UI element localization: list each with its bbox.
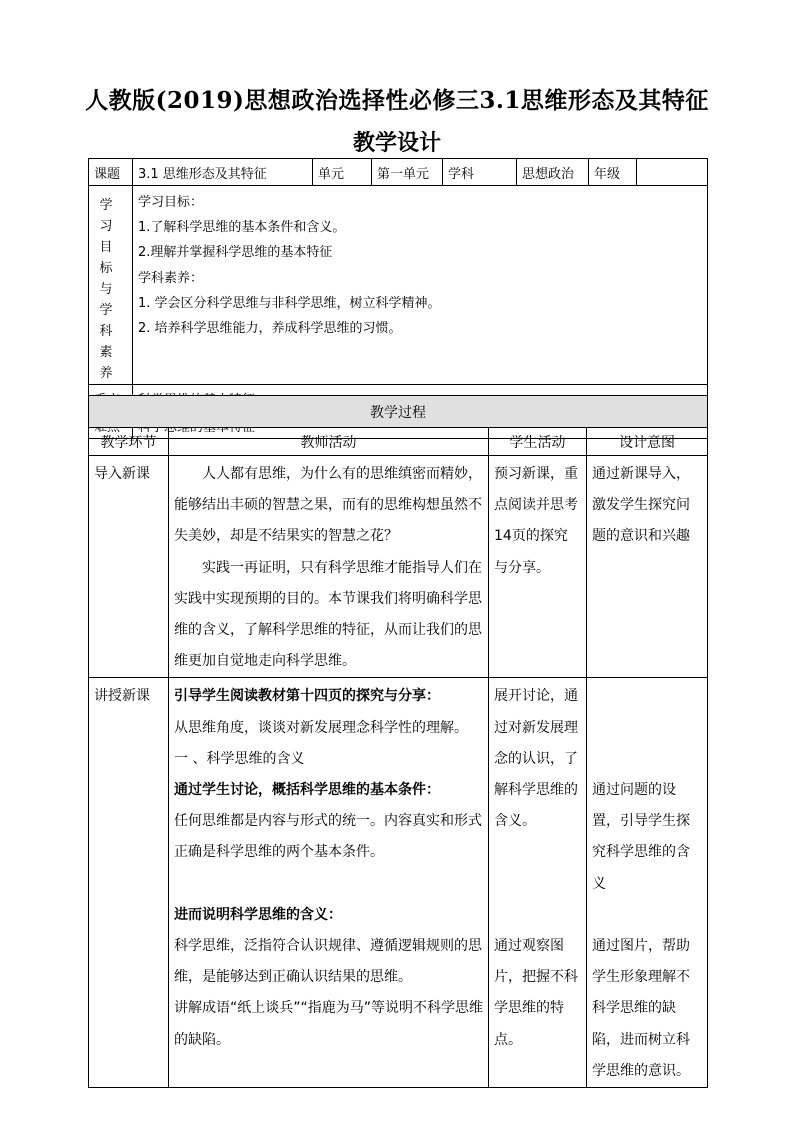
header-intent: 设计意图 [587, 428, 708, 456]
unit-label: 单元 [313, 159, 372, 186]
goals-line: 2.理解并掌握科学思维的基本特征 [138, 245, 333, 261]
lecture-teacher [169, 678, 489, 1088]
lecture-intent-2: 通过图片，帮助学生形象理解不科学思维的缺陷，进而树立科学思维的意识。 [592, 937, 690, 1079]
goals-row [89, 186, 708, 385]
process-header-row [89, 428, 708, 456]
lecture-student-1: 展开讨论，通过对新发展理念的认识，了解科学思维的含义。 [494, 688, 578, 830]
goals-content [133, 186, 708, 385]
info-row [89, 159, 708, 186]
subject-label: 学科 [443, 159, 517, 186]
document-subtitle: 教学设计 [352, 130, 441, 156]
discussion-text: 任何思维都是内容与形式的统一。内容真实和形式正确是科学思维的两个基本条件。 [174, 813, 482, 861]
header-stage: 教学环节 [89, 428, 169, 456]
goals-line: 2. 培养科学思维能力，养成科学思维的习惯。 [138, 321, 402, 337]
header-student: 学生活动 [489, 428, 587, 456]
subject-value: 思想政治 [517, 159, 589, 186]
unit-value: 第一单元 [372, 159, 443, 186]
meaning-text: 科学思维，泛指符合认识规律、遵循逻辑规则的思维，是能够达到正确认识结果的思维。 [174, 938, 482, 986]
goals-label: 学习目标与学科素养 [89, 186, 133, 385]
intro-teacher [169, 456, 489, 678]
document-title: 人教版(2019)思想政治选择性必修三3.1思维形态及其特征 [85, 87, 709, 114]
goals-line: 学习目标： [138, 195, 204, 210]
header-teacher: 教师活动 [169, 428, 489, 456]
grade-value [637, 159, 708, 186]
goals-line: 1. 学会区分科学思维与非科学思维，树立科学精神。 [138, 295, 441, 311]
lecture-student [489, 678, 587, 1088]
lecture-section-one: 一 、科学思维的含义 [174, 750, 305, 767]
lecture-intent [587, 678, 708, 1088]
lecture-lead-sub: 从思维角度，谈谈对新发展理念科学性的理解。 [174, 719, 468, 736]
process-section-title: 教学过程 [89, 396, 708, 428]
course-value: 3.1 思维形态及其特征 [133, 159, 313, 186]
lecture-lead: 引导学生阅读教材第十四页的探究与分享： [174, 688, 440, 705]
discussion-heading: 通过学生讨论，概括科学思维的基本条件： [174, 782, 440, 799]
goals-line: 学科素养： [138, 270, 204, 286]
intro-teacher-para: 人人都有思维，为什么有的思维缜密而精妙，能够结出丰硕的智慧之果，而有的思维构想虽然不失美妙，却是不结果实的智慧之花？ [174, 466, 482, 545]
lecture-student-2: 通过观察图片，把握不科学思维的特点。 [494, 938, 578, 1048]
intro-intent: 通过新课导入，激发学生探究问题的意识和兴趣 [587, 456, 708, 678]
idiom-text: 讲解成语“纸上谈兵”“指鹿为马”等说明不科学思维的缺陷。 [174, 1000, 484, 1048]
intro-row [89, 456, 708, 678]
intro-stage: 导入新课 [89, 456, 169, 678]
intro-student: 预习新课，重点阅读并思考14页的探究与分享。 [489, 456, 587, 678]
intro-teacher-para: 实践一再证明，只有科学思维才能指导人们在实践中实现预期的目的。本节课我们将明确科学思维的含义，了解科学思维的特征，从而让我们的思维更加自觉地走向科学思维。 [174, 559, 482, 670]
lecture-stage: 讲授新课 [89, 678, 169, 1088]
lecture-intent-1: 通过问题的设置，引导学生探究科学思维的含义 [592, 781, 690, 892]
course-label: 课题 [89, 159, 133, 186]
lecture-row [89, 678, 708, 1088]
meaning-heading: 进而说明科学思维的含义： [174, 906, 342, 923]
process-table [88, 395, 708, 1088]
grade-label: 年级 [589, 159, 637, 186]
goals-line: 1.了解科学思维的基本条件和含义。 [138, 220, 346, 236]
